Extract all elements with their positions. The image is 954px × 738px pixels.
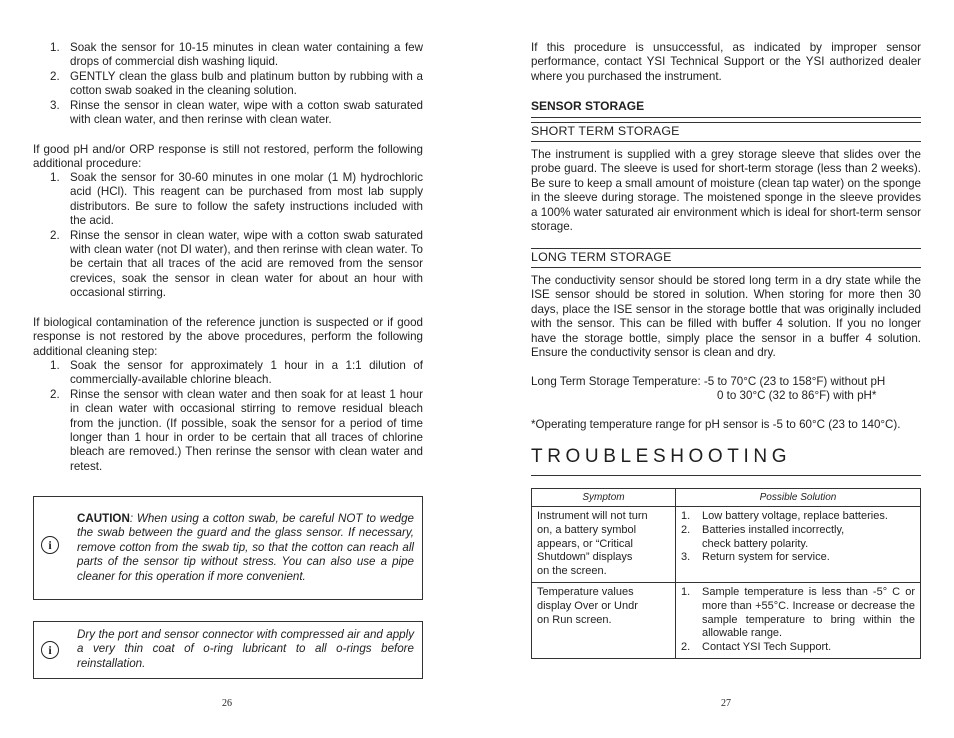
short-term-title: SHORT TERM STORAGE — [531, 124, 680, 138]
note-box — [33, 621, 423, 679]
cleaning-steps-list — [50, 41, 423, 127]
list-item: 2. Contact YSI Tech Support. — [681, 641, 832, 654]
page-number: 26 — [222, 698, 232, 709]
divider — [531, 141, 921, 142]
list-item: 1. Sample temperature is less than -5° C or more than +55°C. Increase or decrease the sample temperature to bring within the allowable range. — [681, 585, 915, 640]
list-item: 2. Rinse the sensor with clean water and then soak for at least 1 hour in clean water with occasional stirring to remove residual bleach from the junction. (If possible, soak the sensor for a period of time longer than 1 hour in order to be certain that all traces of chlorine bleach are removed.) Then rerinse the sensor with clean water and retest. — [50, 387, 423, 473]
list-item: 1. Low battery voltage, replace batteries. — [681, 510, 888, 522]
list-item: 1. Soak the sensor for approximately 1 hour in a 1:1 dilution of commercially-available chlorine bleach. — [50, 359, 423, 387]
list-item: 3. Rinse the sensor in clean water, wipe with a cotton swab saturated with clean water, and then rerinse with clean water. — [50, 98, 423, 127]
storage-temperature-line: Long Term Storage Temperature: -5 to 70°C (23 to 158°F) without pH — [531, 375, 886, 388]
storage-temperature-line: 0 to 30°C (32 to 86°F) with pH* — [717, 389, 877, 402]
list-item: 2. Batteries installed incorrectly, check battery polarity. — [681, 523, 845, 550]
section-title: SENSOR STORAGE — [531, 99, 645, 113]
list-item: 3. Return system for service. — [681, 551, 830, 564]
list-item: 1. Soak the sensor for 30-60 minutes in one molar (1 M) hydrochloric acid (HCl). This reagent can be purchased from most lab supply distributors. Be sure to follow the safety instructions included with the acid. — [50, 171, 423, 228]
acid-steps-list — [50, 171, 423, 301]
solution-cell — [676, 582, 921, 658]
caution-label: CAUTION — [77, 512, 130, 525]
intro-paragraph: If this procedure is unsuccessful, as indicated by improper sensor performance, contact YSI Technical Support or the YSI authorized dealer where you purchased the instrument. — [531, 41, 921, 83]
table-row — [532, 507, 921, 583]
divider — [531, 248, 921, 249]
list-item: 2. Rinse the sensor in clean water, wipe with a cotton swab saturated with clean water (not DI water), and then rerinse with clean water. To be certain that all traces of the acid are removed from the sensor crevices, soak the sensor in clean water for about an hour with occasional stirring. — [50, 228, 423, 300]
list-item: 1. Soak the sensor for 10-15 minutes in clean water containing a few drops of commercial dish washing liquid. — [50, 41, 423, 69]
divider — [531, 267, 921, 268]
table-row — [532, 582, 921, 658]
divider — [531, 117, 921, 118]
info-icon: i — [41, 641, 59, 659]
list-item: 2. GENTLY clean the glass bulb and platinum button by rubbing with a cotton swab soaked in the cleaning solution. — [50, 69, 423, 98]
long-term-title: LONG TERM STORAGE — [531, 250, 672, 264]
symptom-cell: Temperature values display Over or Undr on Run screen. — [532, 582, 676, 658]
column-header: Possible Solution — [676, 489, 921, 507]
symptom-cell: Instrument will not turn on, a battery symbol appears, or “Critical Shutdown” displays on the screen. — [532, 507, 676, 583]
note-text: Dry the port and sensor connector with compressed air and apply a very thin coat of o-ring lubricant to all o-rings before reinstallation. — [77, 628, 414, 670]
long-term-text: The conductivity sensor should be stored long term in a dry state while the ISE sensor should be stored in solution. When storing for more then 30 days, place the ISE sensor in the storage bottle that was originally included with the sensor. This can be filled with buffer 4 solution. If you no longer have the storage bottle, simply place the sensor in a buffer 4 solution. Ensure the conductivity sensor is clean and dry. — [531, 274, 921, 360]
short-term-text: The instrument is supplied with a grey storage sleeve that slides over the probe guard. The sleeve is used for short-term storage (less than 2 weeks). Be sure to keep a small amount of moisture (clean tap water) on the sponge in the sleeve during storage. The moistened sponge in the sleeve provides a 100% water saturated air environment which is ideal for short-term sensor storage. — [531, 148, 921, 234]
page-number: 27 — [721, 698, 731, 709]
bleach-steps-list — [50, 359, 423, 474]
paragraph: If good pH and/or ORP response is still not restored, perform the following additional procedure: — [33, 143, 423, 171]
troubleshooting-title: TROUBLESHOOTING — [531, 446, 792, 467]
troubleshooting-table — [531, 488, 921, 659]
paragraph: If biological contamination of the reference junction is suspected or if good response is not restored by the above procedures, perform the following additional cleaning step: — [33, 316, 423, 358]
caution-box — [33, 496, 423, 600]
info-icon: i — [41, 536, 59, 554]
solution-cell — [676, 507, 921, 583]
column-header: Symptom — [532, 489, 676, 507]
table-header-row — [532, 489, 921, 507]
divider — [531, 475, 921, 476]
caution-text: CAUTION: When using a cotton swab, be careful NOT to wedge the swab between the guard and the glass sensor. If necessary, remove cotton from the swab tip, so that the cotton can reach all parts of the sensor tip without stress. You can also use a pipe cleaner for this operation if more convenient. — [77, 512, 414, 583]
operating-note: *Operating temperature range for pH sensor is -5 to 60°C (23 to 140°C). — [531, 418, 901, 431]
divider — [531, 122, 921, 123]
